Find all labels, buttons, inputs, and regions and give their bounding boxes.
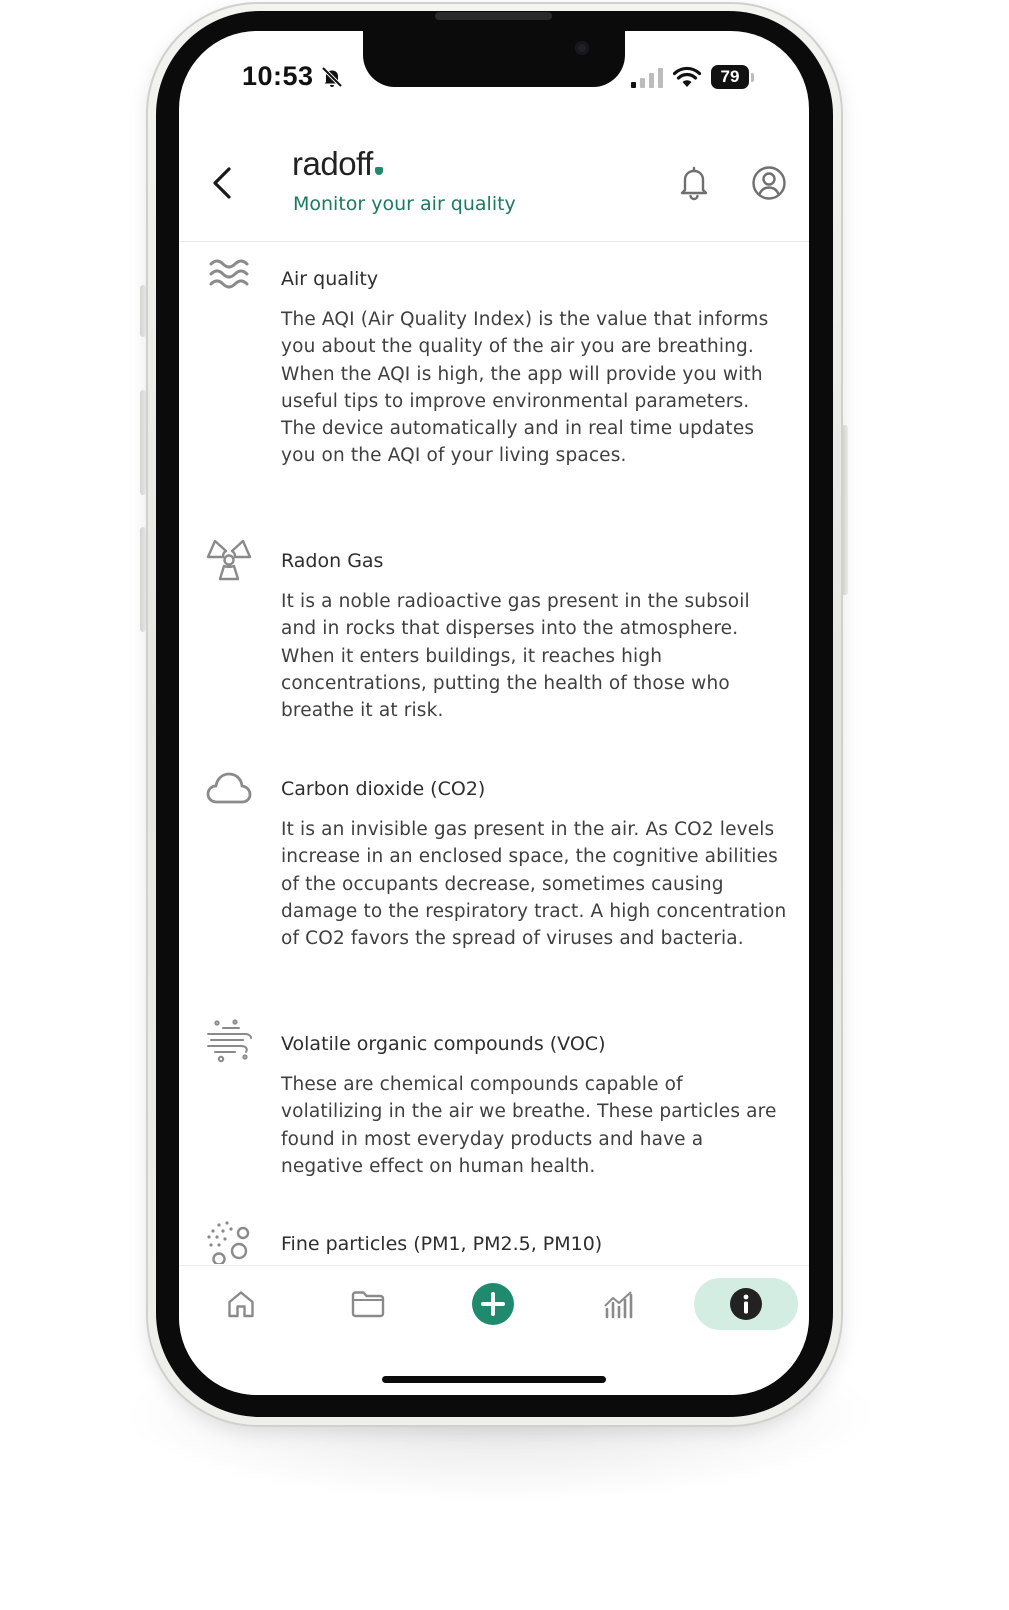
status-time: 10:53	[242, 61, 314, 91]
item-description: It is an invisible gas present in the air. As CO2 levels increase in an enclosed space, the cognitive abilities of the occupants decrease, sometimes causing damage to the respiratory tract. A high concentration of CO2 favors the spread of viruses and bacteria.	[281, 819, 787, 950]
app-header	[179, 131, 809, 242]
particles-icon	[205, 1219, 253, 1264]
brand-name: radoff	[292, 145, 373, 182]
folder-icon	[351, 1290, 385, 1318]
cloud-icon	[205, 764, 253, 812]
item-description: These are chemical compounds capable of volatilizing in the air we breathe. These particles are found in most everyday products and have a negative effect on human health.	[281, 1074, 777, 1177]
info-icon	[729, 1287, 763, 1321]
item-title: Air quality	[281, 268, 379, 290]
radiation-icon	[205, 536, 253, 584]
user-circle-icon[interactable]	[751, 165, 787, 201]
brand-logo	[292, 145, 383, 183]
item-title: Carbon dioxide (CO2)	[281, 778, 486, 800]
info-content[interactable]	[179, 242, 809, 1264]
nav-folder[interactable]	[346, 1278, 390, 1330]
battery-icon: 79	[711, 65, 749, 89]
nav-add[interactable]	[469, 1278, 517, 1330]
bell-slash-icon	[320, 65, 344, 89]
plus-circle-icon	[471, 1282, 515, 1326]
item-description: It is a noble radioactive gas present in the subsoil and in rocks that disperses into the atmosphere. When it enters buildings, it reaches high concentrations, putting the health of those who breathe it at risk.	[281, 591, 750, 722]
item-description: The AQI (Air Quality Index) is the value that informs you about the quality of the air you are breathing. When the AQI is high, the app will provide you with useful tips to improve environmental parameters. The device automatically and in real time updates you on the AQI of your living spaces.	[281, 309, 769, 467]
home-indicator	[382, 1376, 606, 1383]
waves-icon	[205, 254, 253, 302]
battery-tip	[751, 73, 754, 82]
home-icon	[226, 1289, 256, 1319]
nav-home[interactable]	[219, 1278, 263, 1330]
item-title: Radon Gas	[281, 550, 384, 572]
bell-icon[interactable]	[677, 165, 711, 201]
brand-dot	[375, 167, 383, 175]
speaker-slot	[435, 12, 552, 20]
item-title: Fine particles (PM1, PM2.5, PM10)	[281, 1233, 603, 1255]
nav-stats[interactable]	[597, 1278, 641, 1330]
brand-tagline: Monitor your air quality	[293, 193, 516, 215]
wifi-icon	[673, 66, 701, 88]
wind-icon	[205, 1019, 253, 1067]
chevron-left-icon[interactable]	[205, 163, 241, 203]
phone-screen	[179, 31, 809, 1395]
cellular-signal-icon	[631, 68, 665, 88]
notch	[363, 31, 625, 87]
nav-info[interactable]	[694, 1278, 798, 1330]
item-title: Volatile organic compounds (VOC)	[281, 1033, 606, 1055]
chart-icon	[603, 1289, 635, 1319]
front-camera	[575, 41, 589, 55]
